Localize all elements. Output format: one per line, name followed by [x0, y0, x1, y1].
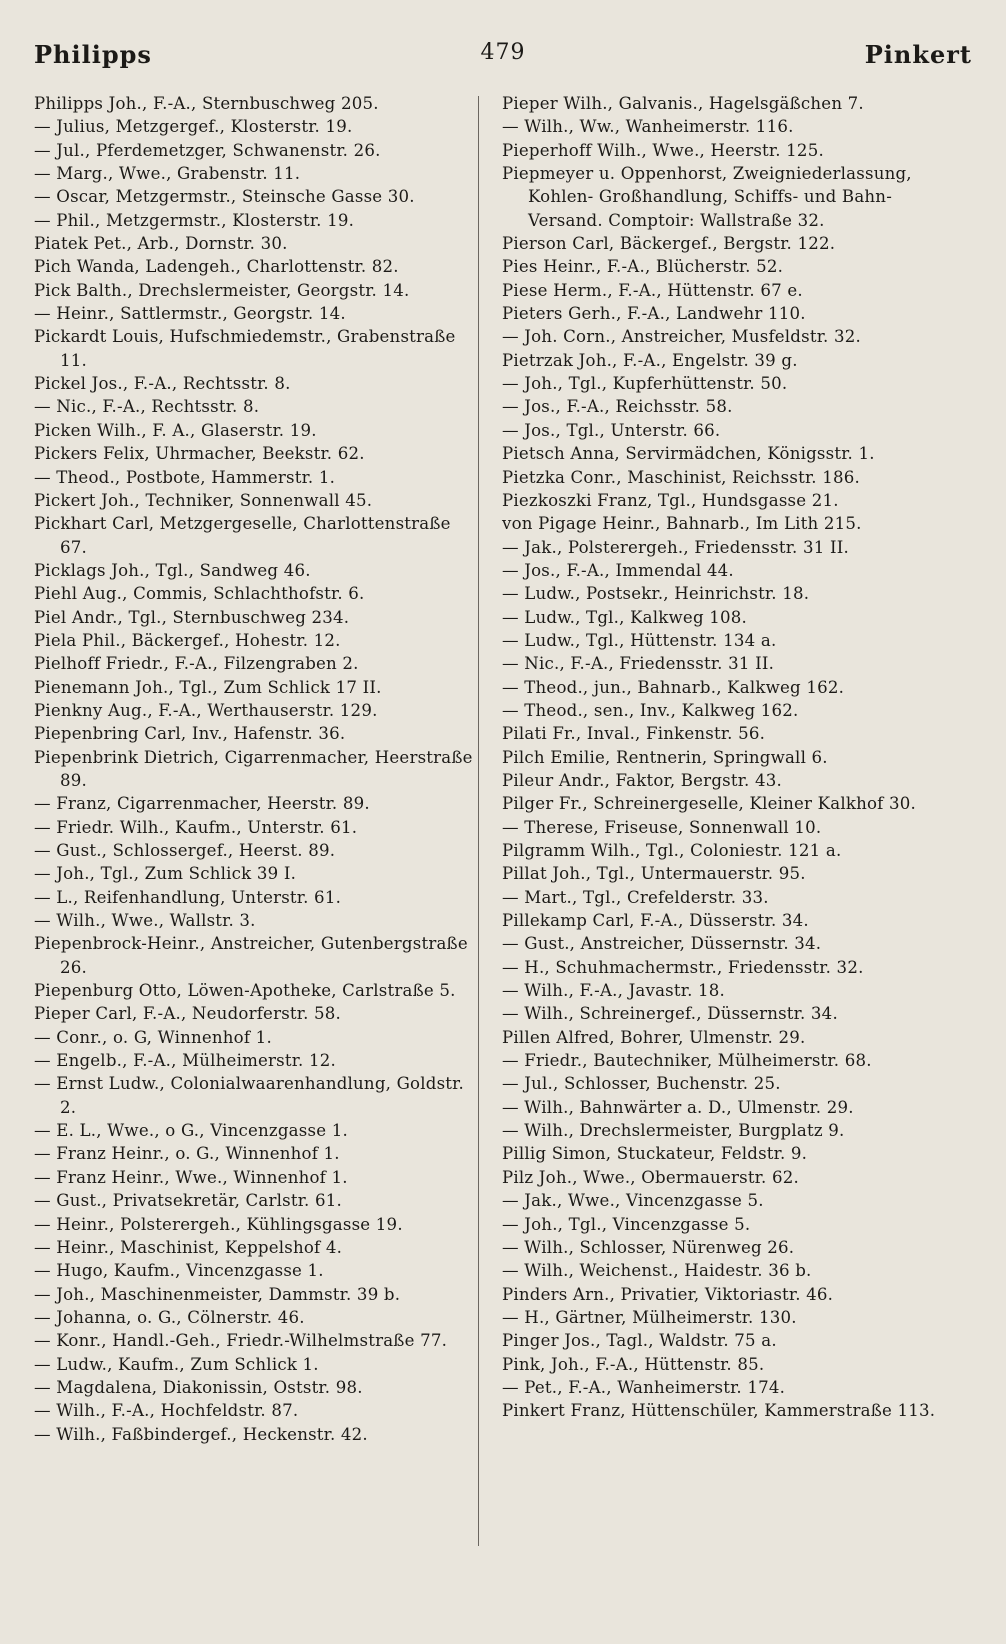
- directory-entry: Piepenburg Otto, Löwen-Apotheke, Carlstraße 5.: [34, 981, 456, 1001]
- directory-entry: Piela Phil., Bäckergef., Hohestr. 12.: [34, 630, 341, 650]
- directory-entry: Pilgramm Wilh., Tgl., Coloniestr. 121 a.: [502, 841, 842, 860]
- directory-entry: — Franz Heinr., o. G., Winnenhof 1.: [34, 1144, 340, 1164]
- directory-entry: Pilati Fr., Inval., Finkenstr. 56.: [502, 724, 766, 744]
- directory-entry: — Theod., Postbote, Hammerstr. 1.: [34, 467, 336, 487]
- directory-entry: — Oscar, Metzgermstr., Steinsche Gasse 30.: [34, 187, 415, 207]
- directory-entry: Piepenbrink Dietrich, Cigarrenmacher, Heerstraße 89.: [34, 747, 473, 790]
- directory-entry: Pieper Carl, F.-A., Neudorferstr. 58.: [34, 1004, 342, 1024]
- header-left-keyword: Philipps: [34, 40, 152, 69]
- directory-entry: — Theod., jun., Bahnarb., Kalkweg 162.: [502, 677, 845, 697]
- directory-entry: — Wilh., F.-A., Javastr. 18.: [502, 981, 726, 1001]
- directory-entry: — Wilh., Schreinergef., Düssernstr. 34.: [502, 1004, 838, 1024]
- directory-entry: — Ludw., Postsekr., Heinrichstr. 18.: [502, 584, 810, 604]
- directory-entry: Pillekamp Carl, F.-A., Düsserstr. 34.: [502, 911, 809, 931]
- directory-entry: Pieters Gerh., F.-A., Landwehr 110.: [502, 304, 806, 324]
- directory-entry: — Therese, Friseuse, Sonnenwall 10.: [502, 817, 822, 837]
- directory-entry: Pietsch Anna, Servirmädchen, Königsstr. 1.: [502, 444, 875, 464]
- directory-entry: Pickel Jos., F.-A., Rechtsstr. 8.: [34, 374, 291, 394]
- directory-entry: — E. L., Wwe., o G., Vincenzgasse 1.: [34, 1121, 348, 1141]
- directory-entry: Pietzka Conr., Maschinist, Reichsstr. 186.: [502, 467, 860, 487]
- directory-entry: — H., Schuhmachermstr., Friedensstr. 32.: [502, 957, 864, 977]
- directory-entry: — Wilh., Drechslermeister, Burgplatz 9.: [502, 1121, 845, 1141]
- directory-entry: Piepmeyer u. Oppenhorst, Zweigniederlassung, Kohlen- Großhandlung, Schiffs- und Bahn-Versand. Comptoir: Wallstraße 32.: [502, 164, 912, 230]
- directory-entry: Pilz Joh., Wwe., Obermauerstr. 62.: [502, 1167, 799, 1187]
- directory-entry: Pickers Felix, Uhrmacher, Beekstr. 62.: [34, 444, 365, 464]
- directory-entry: — Marg., Wwe., Grabenstr. 11.: [34, 164, 301, 184]
- directory-entry: — Ludw., Tgl., Hüttenstr. 134 a.: [502, 630, 777, 650]
- directory-entry: Pich Wanda, Ladengeh., Charlottenstr. 82.: [34, 257, 399, 277]
- directory-entry: — Theod., sen., Inv., Kalkweg 162.: [502, 700, 799, 720]
- directory-entry: — Nic., F.-A., Rechtsstr. 8.: [34, 397, 260, 417]
- directory-entry: — Friedr., Bautechniker, Mülheimerstr. 68.: [502, 1051, 872, 1071]
- directory-entry: Pienemann Joh., Tgl., Zum Schlick 17 II.: [34, 677, 382, 697]
- directory-entry: — Wilh., Bahnwärter a. D., Ulmenstr. 29.: [502, 1097, 854, 1117]
- directory-entry: — Jos., F.-A., Immendal 44.: [502, 560, 734, 580]
- directory-entry: — Joh., Tgl., Vincenzgasse 5.: [502, 1214, 751, 1234]
- directory-entry: — Engelb., F.-A., Mülheimerstr. 12.: [34, 1051, 336, 1071]
- directory-entry: — Ernst Ludw., Colonialwaarenhandlung, Goldstr. 2.: [34, 1074, 464, 1117]
- directory-entry: Pinger Jos., Tagl., Waldstr. 75 a.: [502, 1331, 777, 1351]
- directory-entry: — Joh. Corn., Anstreicher, Musfeldstr. 32.: [502, 327, 861, 347]
- directory-entry: von Pigage Heinr., Bahnarb., Im Lith 215.: [502, 514, 862, 534]
- directory-entry: — Wilh., Ww., Wanheimerstr. 116.: [502, 117, 794, 137]
- directory-entry: — Julius, Metzgergef., Klosterstr. 19.: [34, 117, 353, 137]
- directory-entry: Pilch Emilie, Rentnerin, Springwall 6.: [502, 747, 828, 767]
- directory-entry: — Johanna, o. G., Cölnerstr. 46.: [34, 1307, 305, 1327]
- directory-entry: — Joh., Tgl., Kupferhüttenstr. 50.: [502, 374, 788, 394]
- directory-entry: Piepenbrock-Heinr., Anstreicher, Gutenbergstraße 26.: [34, 934, 468, 977]
- directory-entry: — Jul., Pferdemetzger, Schwanenstr. 26.: [34, 140, 381, 160]
- directory-entry: — Wilh., F.-A., Hochfeldstr. 87.: [34, 1401, 299, 1421]
- directory-entry: — L., Reifenhandlung, Unterstr. 61.: [34, 887, 342, 907]
- directory-entry: — Jak., Polsterergeh., Friedensstr. 31 II.: [502, 537, 849, 557]
- directory-entry: Pillen Alfred, Bohrer, Ulmenstr. 29.: [502, 1027, 806, 1047]
- header-right-keyword: Pinkert: [864, 40, 972, 69]
- directory-entry: — Phil., Metzgermstr., Klosterstr. 19.: [34, 210, 355, 230]
- directory-entry: Pietrzak Joh., F.-A., Engelstr. 39 g.: [502, 350, 798, 370]
- directory-entry: — Gust., Anstreicher, Düssernstr. 34.: [502, 934, 822, 954]
- directory-entry: Piezkoszki Franz, Tgl., Hundsgasse 21.: [502, 490, 839, 510]
- directory-entry: Pickardt Louis, Hufschmiedemstr., Grabenstraße 11.: [34, 327, 456, 370]
- directory-entry: Piepenbring Carl, Inv., Hafenstr. 36.: [34, 724, 346, 744]
- directory-entry: Pileur Andr., Faktor, Bergstr. 43.: [502, 770, 782, 790]
- directory-entry: — Joh., Tgl., Zum Schlick 39 I.: [34, 864, 297, 884]
- directory-entry: — Heinr., Polsterergeh., Kühlingsgasse 19.: [34, 1214, 403, 1234]
- directory-entry: Pillat Joh., Tgl., Untermauerstr. 95.: [502, 864, 806, 884]
- directory-entry: Pick Balth., Drechslermeister, Georgstr. 14.: [34, 280, 410, 300]
- directory-entry: Piatek Pet., Arb., Dornstr. 30.: [34, 234, 288, 254]
- directory-entry: Piehl Aug., Commis, Schlachthofstr. 6.: [34, 584, 365, 604]
- directory-entry: — Mart., Tgl., Crefelderstr. 33.: [502, 887, 769, 907]
- directory-entry: Pilger Fr., Schreinergeselle, Kleiner Kalkhof 30.: [502, 794, 916, 814]
- directory-entry: — Gust., Schlossergef., Heerst. 89.: [34, 841, 336, 860]
- directory-entry: Pierson Carl, Bäckergef., Bergstr. 122.: [502, 234, 836, 254]
- directory-entry: Pies Heinr., F.-A., Blücherstr. 52.: [502, 257, 784, 277]
- directory-entry: Pinders Arn., Privatier, Viktoriastr. 46.: [502, 1284, 834, 1304]
- directory-entry: — Friedr. Wilh., Kaufm., Unterstr. 61.: [34, 817, 358, 837]
- directory-entry: — Gust., Privatsekretär, Carlstr. 61.: [34, 1191, 342, 1211]
- directory-entry: — Hugo, Kaufm., Vincenzgasse 1.: [34, 1261, 324, 1281]
- directory-entry: — H., Gärtner, Mülheimerstr. 130.: [502, 1307, 797, 1327]
- directory-entry: Pielhoff Friedr., F.-A., Filzengraben 2.: [34, 654, 359, 674]
- directory-entry: — Ludw., Kaufm., Zum Schlick 1.: [34, 1354, 319, 1374]
- directory-entry: — Jos., Tgl., Unterstr. 66.: [502, 420, 721, 440]
- left-column: [34, 92, 474, 1446]
- directory-entry: — Wilh., Schlosser, Nürenweg 26.: [502, 1237, 795, 1257]
- directory-entry: — Franz Heinr., Wwe., Winnenhof 1.: [34, 1167, 348, 1187]
- directory-entry: Pinkert Franz, Hüttenschüler, Kammerstraße 113.: [502, 1401, 936, 1421]
- directory-entry: — Pet., F.-A., Wanheimerstr. 174.: [502, 1377, 786, 1397]
- directory-entry: — Joh., Maschinenmeister, Dammstr. 39 b.: [34, 1284, 401, 1304]
- page-header: [34, 40, 972, 76]
- directory-entry: — Nic., F.-A., Friedensstr. 31 II.: [502, 654, 775, 674]
- directory-entry: Philipps Joh., F.-A., Sternbuschweg 205.: [34, 94, 379, 113]
- directory-entry: Pink, Joh., F.-A., Hüttenstr. 85.: [502, 1354, 765, 1374]
- directory-entry: — Ludw., Tgl., Kalkweg 108.: [502, 607, 747, 627]
- directory-entry: — Wilh., Faßbindergef., Heckenstr. 42.: [34, 1424, 368, 1444]
- directory-entry: Pickhart Carl, Metzgergeselle, Charlottenstraße 67.: [34, 514, 451, 557]
- directory-entry: — Jos., F.-A., Reichsstr. 58.: [502, 397, 733, 417]
- directory-entry: — Konr., Handl.-Geh., Friedr.-Wilhelmstraße 77.: [34, 1331, 448, 1351]
- directory-entry: Piel Andr., Tgl., Sternbuschweg 234.: [34, 607, 350, 627]
- directory-entry: Pieperhoff Wilh., Wwe., Heerstr. 125.: [502, 140, 824, 160]
- directory-entry: Piese Herm., F.-A., Hüttenstr. 67 e.: [502, 280, 803, 300]
- column-divider: [478, 96, 479, 1546]
- right-column: [502, 92, 942, 1423]
- directory-entry: — Heinr., Sattlermstr., Georgstr. 14.: [34, 304, 346, 324]
- directory-entry: Pienkny Aug., F.-A., Werthauserstr. 129.: [34, 700, 378, 720]
- directory-entry: — Wilh., Weichenst., Haidestr. 36 b.: [502, 1261, 812, 1281]
- directory-entry: — Heinr., Maschinist, Keppelshof 4.: [34, 1237, 343, 1257]
- directory-entry: Pieper Wilh., Galvanis., Hagelsgäßchen 7.: [502, 94, 864, 113]
- directory-entry: Pickert Joh., Techniker, Sonnenwall 45.: [34, 490, 373, 510]
- directory-entry: Pillig Simon, Stuckateur, Feldstr. 9.: [502, 1144, 808, 1164]
- directory-entry: Picklags Joh., Tgl., Sandweg 46.: [34, 560, 311, 580]
- directory-entry: — Jul., Schlosser, Buchenstr. 25.: [502, 1074, 781, 1094]
- directory-entry: — Franz, Cigarrenmacher, Heerstr. 89.: [34, 794, 370, 814]
- directory-entry: Picken Wilh., F. A., Glaserstr. 19.: [34, 420, 317, 440]
- directory-entry: — Jak., Wwe., Vincenzgasse 5.: [502, 1191, 764, 1211]
- page-number: 479: [480, 40, 526, 65]
- directory-entry: — Wilh., Wwe., Wallstr. 3.: [34, 911, 256, 931]
- directory-entry: — Magdalena, Diakonissin, Oststr. 98.: [34, 1377, 363, 1397]
- directory-entry: — Conr., o. G, Winnenhof 1.: [34, 1027, 272, 1047]
